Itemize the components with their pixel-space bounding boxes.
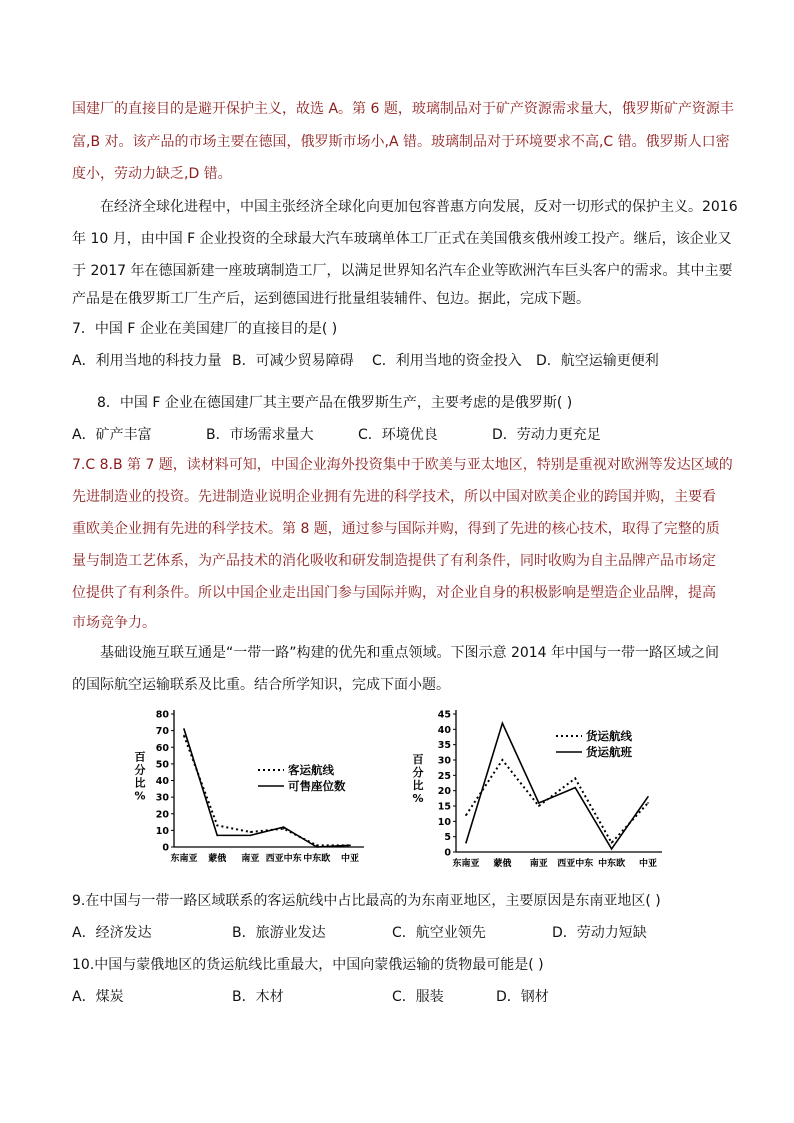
y-tick-label: 45: [437, 709, 451, 721]
data-point: [216, 835, 218, 837]
y-tick-label: 0: [162, 842, 169, 854]
x-tick-label: 中亚: [638, 859, 658, 869]
question-8-stem: 8．中国 F 企业在德国建厂其主要产品在俄罗斯生产，主要考虑的是俄罗斯( ): [97, 395, 573, 411]
legend-label: 货运航线: [586, 729, 632, 743]
data-point: [465, 814, 467, 816]
answer-78-line-3: 重欧美企业拥有先进的科学技术。第 8 题，通过参与国际并购，得到了先进的核心技术，取得了完整的质: [72, 521, 720, 537]
y-tick-label: 40: [437, 724, 451, 736]
x-tick-label: 西亚中东: [265, 854, 302, 864]
data-point: [574, 787, 576, 789]
question-10-option-a[interactable]: A．煤炭: [72, 989, 124, 1005]
data-point: [611, 848, 613, 850]
y-axis-label: 比: [134, 776, 146, 790]
data-point: [250, 835, 252, 837]
data-point: [647, 802, 649, 804]
y-tick-label: 20: [437, 786, 451, 798]
answer-78-line-6: 市场竞争力。: [72, 615, 156, 631]
y-tick-label: 30: [155, 792, 169, 804]
intro-line-2: 年 10 月，由中国 F 企业投资的全球最大汽车玻璃单体工厂正式在美国俄亥俄州竣工投产。继后，该企业又: [72, 231, 732, 247]
y-axis-label: 百: [134, 750, 146, 764]
x-tick-label: 东南亚: [170, 854, 198, 864]
cargo-chart: [408, 700, 668, 875]
y-axis-label: 分: [412, 766, 424, 779]
y-tick-label: 25: [437, 770, 451, 782]
answer-78-line-1: 7.C 8.B 第 7 题，读材料可知，中国企业海外投资集中于欧美与亚太地区，特别是重视对欧洲等发达区域的: [72, 457, 733, 473]
y-axis-label: 比: [412, 779, 424, 792]
y-tick-label: 50: [155, 759, 169, 771]
data-point: [183, 735, 185, 737]
data-point: [250, 831, 252, 833]
x-tick-label: 南亚: [241, 854, 260, 864]
data-point: [316, 846, 318, 848]
intro-line-1: 在经济全球化进程中，中国主张经济全球化向更加包容普惠方向发展，反对一切形式的保护主义。2016: [100, 199, 738, 215]
y-tick-label: 80: [155, 709, 169, 721]
data-point: [216, 825, 218, 827]
legend-label: 可售座位数: [288, 779, 346, 793]
data-point: [502, 722, 504, 724]
answer-6-line-2: 富,B 对。该产品的市场主要在德国，俄罗斯市场小,A 错。玻璃制品对于环境要求不高,C 错。俄罗斯人口密: [72, 134, 730, 150]
data-point: [465, 842, 467, 844]
answer-78-line-4: 量与制造工艺体系，为产品技术的消化吸收和研发制造提供了有利条件，同时收购为自主品牌产品市场定: [72, 553, 716, 569]
data-point: [538, 805, 540, 807]
y-tick-label: 5: [444, 832, 451, 844]
question-9-stem: 9.在中国与一带一路区域联系的客运航线中占比最高的为东南亚地区，主要原因是东南亚地区( ): [72, 893, 661, 909]
intro2-line-2: 的国际航空运输联系及比重。结合所学知识，完成下面小题。: [72, 677, 450, 693]
x-tick-label: 中亚: [340, 854, 360, 864]
y-axis-label: %: [134, 789, 146, 803]
x-tick-label: 中东欧: [598, 859, 626, 869]
answer-6-line-3: 度小，劳动力缺乏,D 错。: [72, 166, 232, 182]
data-point: [349, 845, 351, 847]
legend-label: 货运航班: [586, 745, 632, 759]
question-7-option-d[interactable]: D．航空运输更便利: [536, 353, 659, 369]
passenger-chart: [130, 700, 370, 875]
x-tick-label: 蒙俄: [208, 854, 227, 864]
y-axis-label: 百: [412, 753, 424, 766]
data-point: [283, 826, 285, 828]
x-tick-label: 蒙俄: [493, 859, 512, 869]
question-7-option-b[interactable]: B．可减少贸易障碍: [232, 353, 354, 369]
y-tick-label: 0: [444, 847, 451, 859]
data-point: [574, 778, 576, 780]
data-point: [538, 802, 540, 804]
question-8-option-b[interactable]: B．市场需求量大: [206, 427, 314, 443]
intro-line-3: 于 2017 年在德国新建一座玻璃制造工厂，以满足世界知名汽车企业等欧洲汽车巨头客户的需求。其中主要: [72, 263, 733, 279]
answer-78-line-2: 先进制造业的投资。先进制造业说明企业拥有先进的科学技术，所以中国对欧美企业的跨国并购，主要看: [72, 489, 716, 505]
y-tick-label: 40: [155, 776, 169, 787]
question-9-option-d[interactable]: D．劳动力短缺: [552, 925, 647, 941]
x-tick-label: 中东欧: [303, 854, 331, 864]
question-10-option-c[interactable]: C．服装: [392, 989, 444, 1005]
answer-78-line-5: 位提供了有利条件。所以中国企业走出国门参与国际并购，对企业自身的积极影响是塑造企业品牌，提高: [72, 585, 716, 601]
question-9-option-b[interactable]: B．旅游业发达: [232, 925, 326, 941]
question-8-option-c[interactable]: C．环境优良: [358, 427, 438, 443]
x-tick-label: 南亚: [529, 859, 548, 869]
question-7-option-a[interactable]: A．利用当地的科技力量: [72, 353, 222, 369]
y-tick-label: 15: [437, 801, 451, 813]
data-point: [183, 728, 185, 730]
question-7-stem: 7．中国 F 企业在美国建厂的直接目的是( ): [72, 321, 338, 337]
answer-6-line-1: 国建厂的直接目的是避开保护主义，故选 A。第 6 题，玻璃制品对于矿产资源需求量大，俄罗斯矿产资源丰: [72, 101, 734, 117]
data-point: [611, 842, 613, 844]
intro-line-4: 产品是在俄罗斯工厂生产后，运到德国进行批量组装辅件、包边。据此，完成下题。: [72, 291, 590, 307]
y-axis-label: %: [412, 792, 424, 805]
x-tick-label: 东南亚: [452, 859, 480, 869]
question-7-option-c[interactable]: C．利用当地的资金投入: [372, 353, 522, 369]
y-axis-label: 分: [134, 763, 146, 777]
y-tick-label: 10: [155, 825, 169, 837]
y-tick-label: 20: [155, 809, 169, 821]
question-9-option-a[interactable]: A．经济发达: [72, 925, 152, 941]
series-line-1: [466, 760, 648, 843]
intro2-line-1: 基础设施互联互通是“一带一路”构建的优先和重点领域。下图示意 2014 年中国与一带一路区域之间: [100, 645, 720, 661]
y-tick-label: 60: [155, 742, 169, 754]
y-tick-label: 70: [155, 726, 169, 738]
question-9-option-c[interactable]: C．航空业领先: [392, 925, 486, 941]
question-8-option-a[interactable]: A．矿产丰富: [72, 427, 152, 443]
data-point: [502, 759, 504, 761]
data-point: [647, 796, 649, 798]
y-tick-label: 30: [437, 755, 451, 767]
question-10-stem: 10.中国与蒙俄地区的货运航线比重最大，中国向蒙俄运输的货物最可能是( ): [72, 957, 544, 973]
y-tick-label: 35: [437, 740, 451, 752]
question-8-option-d[interactable]: D．劳动力更充足: [492, 427, 601, 443]
question-10-option-d[interactable]: D．钢材: [496, 989, 549, 1005]
x-tick-label: 西亚中东: [557, 859, 594, 869]
y-tick-label: 10: [437, 816, 451, 828]
question-10-option-b[interactable]: B．木材: [232, 989, 284, 1005]
legend-label: 客运航线: [288, 763, 334, 777]
